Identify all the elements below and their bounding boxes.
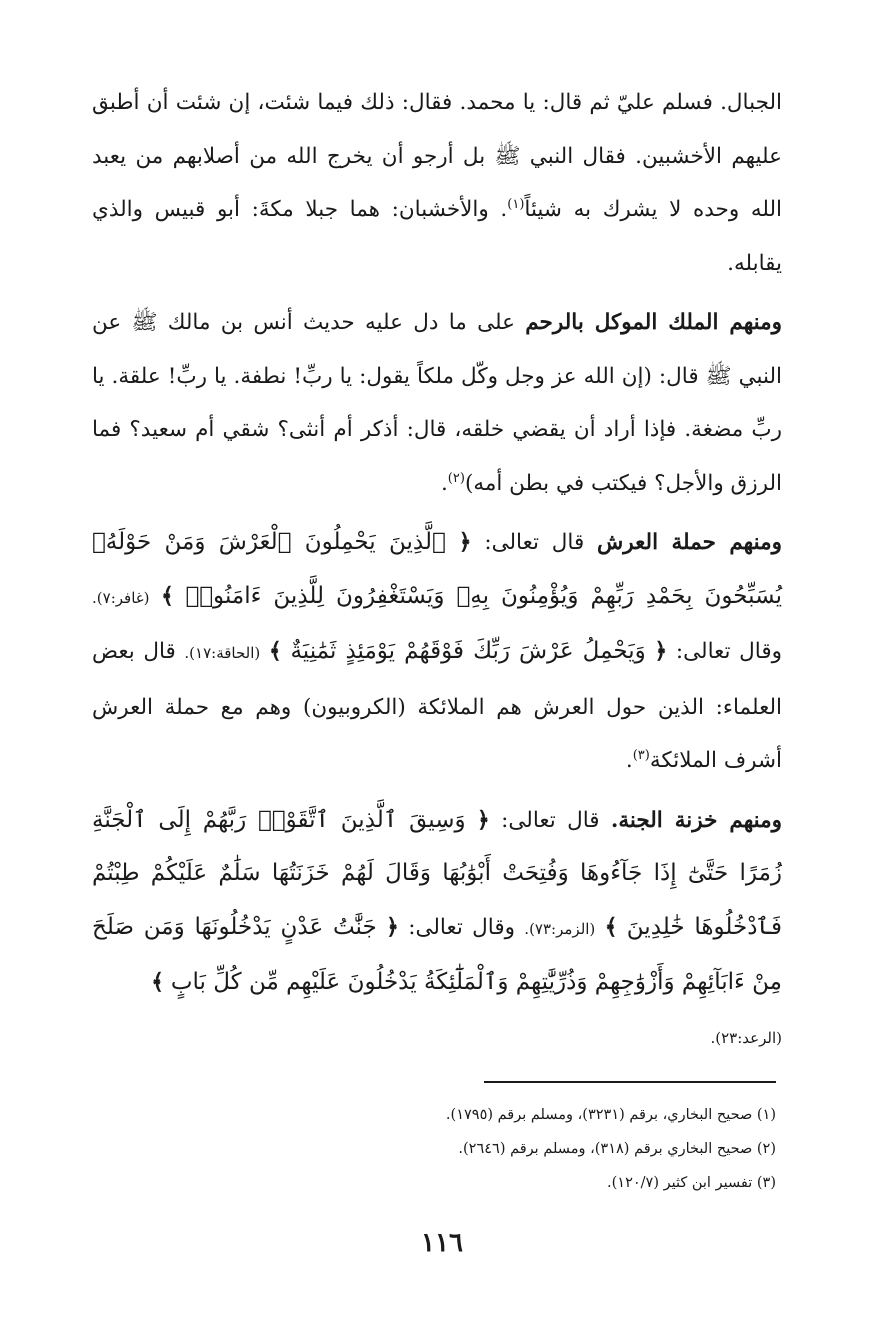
section-lead: ومنهم خزنة الجنة. bbox=[610, 807, 782, 833]
quran-open-bracket: ﴿ bbox=[458, 529, 472, 555]
paragraph-text: وقال تعالى: bbox=[398, 914, 525, 940]
section-lead: ومنهم الملك الموكل بالرحم bbox=[525, 310, 782, 335]
paragraph-text: على ما دل عليه حديث أنس بن مالك ﷺ عن النبي ﷺ قال: (إن الله عز وجل وكّل ملكاً يقول: يا ربِّ! نطفة. يا ربِّ! علقة. يا ربِّ مضغة. فإذا أراد أن يقضي خلقه، قال: أذكر أم أنثى؟ شقي أم سعيد؟ فما الرزق والأجل؟ فيكتب في بطن أمه) bbox=[92, 310, 782, 496]
footnote-marker[interactable]: (١) bbox=[507, 196, 525, 212]
verse-reference: (الحاقة:١٧). bbox=[184, 644, 261, 662]
quran-close-bracket: ﴾ bbox=[151, 969, 165, 995]
footnote-2: (٢) صحيح البخاري برقم (٣١٨)، ومسلم برقم (٢٦٤٦). bbox=[458, 1141, 776, 1157]
paragraph-womb-angel bbox=[92, 296, 782, 510]
quran-close-bracket: ﴾ bbox=[268, 638, 282, 664]
paragraph-text: الجبال. فسلم عليّ ثم قال: يا محمد. فقال: ذلك فيما شئت، إن شئت أن أطبق عليهم الأخشبين. فقال النبي ﷺ بل أرجو أن يخرج الله من أصلابهم من يعبد الله وحده لا يشرك به شيئاً bbox=[92, 90, 782, 222]
quran-open-bracket: ﴿ bbox=[654, 638, 668, 664]
quran-open-bracket: ﴿ bbox=[386, 913, 399, 940]
quran-verse: وَيَحْمِلُ عَرْشَ رَبِّكَ فَوْقَهُمْ يَوْمَئِذٍ ثَمَٰنِيَةٌ bbox=[290, 638, 646, 664]
quran-verse: وَسِيقَ ٱلَّذِينَ ٱتَّقَوْا۟ رَبَّهُمْ إِلَى ٱلْجَنَّةِ زُمَرًا حَتَّىٰٓ إِذَا جَآءُوهَا وَفُتِحَتْ أَبْوَٰبُهَا وَقَالَ لَهُمْ خَزَنَتُهَا سَلَٰمٌ عَلَيْكُمْ طِبْتُمْ فَٱدْخُلُوهَا خَٰلِدِينَ bbox=[92, 806, 782, 940]
footnote-marker[interactable]: (٣) bbox=[632, 747, 650, 763]
paragraph-tail: . bbox=[440, 470, 448, 496]
footnote-1: (١) صحيح البخاري، برقم (٣٢٣١)، ومسلم برقم (١٧٩٥). bbox=[445, 1107, 776, 1123]
paragraph-mountains bbox=[92, 76, 782, 290]
paragraph-tail: . والأخشبان: هما جبلا مكةَ: أبو قبيس والذي يقابله. bbox=[92, 197, 782, 276]
paragraph-text: وقال تعالى: bbox=[667, 639, 782, 664]
footnotes bbox=[300, 1098, 776, 1200]
quran-close-bracket: ﴾ bbox=[161, 582, 174, 609]
quran-open-bracket: ﴿ bbox=[476, 806, 490, 833]
paragraph-text: قال تعالى: bbox=[471, 530, 598, 555]
verse-reference: (الرعد:٢٣). bbox=[710, 1028, 782, 1047]
paragraph-paradise-keepers bbox=[92, 794, 782, 1066]
section-lead: ومنهم حملة العرش bbox=[597, 530, 782, 555]
verse-reference: (غافر:٧). bbox=[92, 588, 150, 607]
footnote-divider bbox=[484, 1081, 776, 1083]
quran-verse: ٱلَّذِينَ يَحْمِلُونَ ٱلْعَرْشَ وَمَنْ حَوْلَهُۥ يُسَبِّحُونَ بِحَمْدِ رَبِّهِمْ وَيُؤْمِنُونَ بِهِۦ وَيَسْتَغْفِرُونَ لِلَّذِينَ ءَامَنُوا۟ bbox=[92, 529, 782, 609]
paragraph-text: قال بعض العلماء: الذين حول العرش هم الملائكة (الكروبيون) وهم مع حملة العرش أشرف الملائكة bbox=[92, 639, 782, 773]
verse-reference: (الزمر:٧٣). bbox=[524, 919, 596, 938]
paragraph-throne-bearers bbox=[92, 516, 782, 788]
main-text bbox=[92, 76, 782, 1065]
paragraph-text: قال تعالى: bbox=[489, 807, 611, 833]
quran-close-bracket: ﴾ bbox=[604, 913, 618, 940]
page-number: ١١٦ bbox=[421, 1228, 463, 1258]
quran-verse: جَنَّٰتُ عَدْنٍ يَدْخُلُونَهَا وَمَن صَلَحَ مِنْ ءَابَآئِهِمْ وَأَزْوَٰجِهِمْ وَذُرِّيَّٰتِهِمْ وَٱلْمَلَٰٓئِكَةُ يَدْخُلُونَ عَلَيْهِم مِّن كُلِّ بَابٍ bbox=[92, 913, 782, 995]
paragraph-tail: . bbox=[625, 748, 633, 773]
footnote-marker[interactable]: (٢) bbox=[447, 470, 465, 486]
footnote-3: (٣) تفسير ابن كثير (١٢٠/٧). bbox=[607, 1175, 776, 1191]
